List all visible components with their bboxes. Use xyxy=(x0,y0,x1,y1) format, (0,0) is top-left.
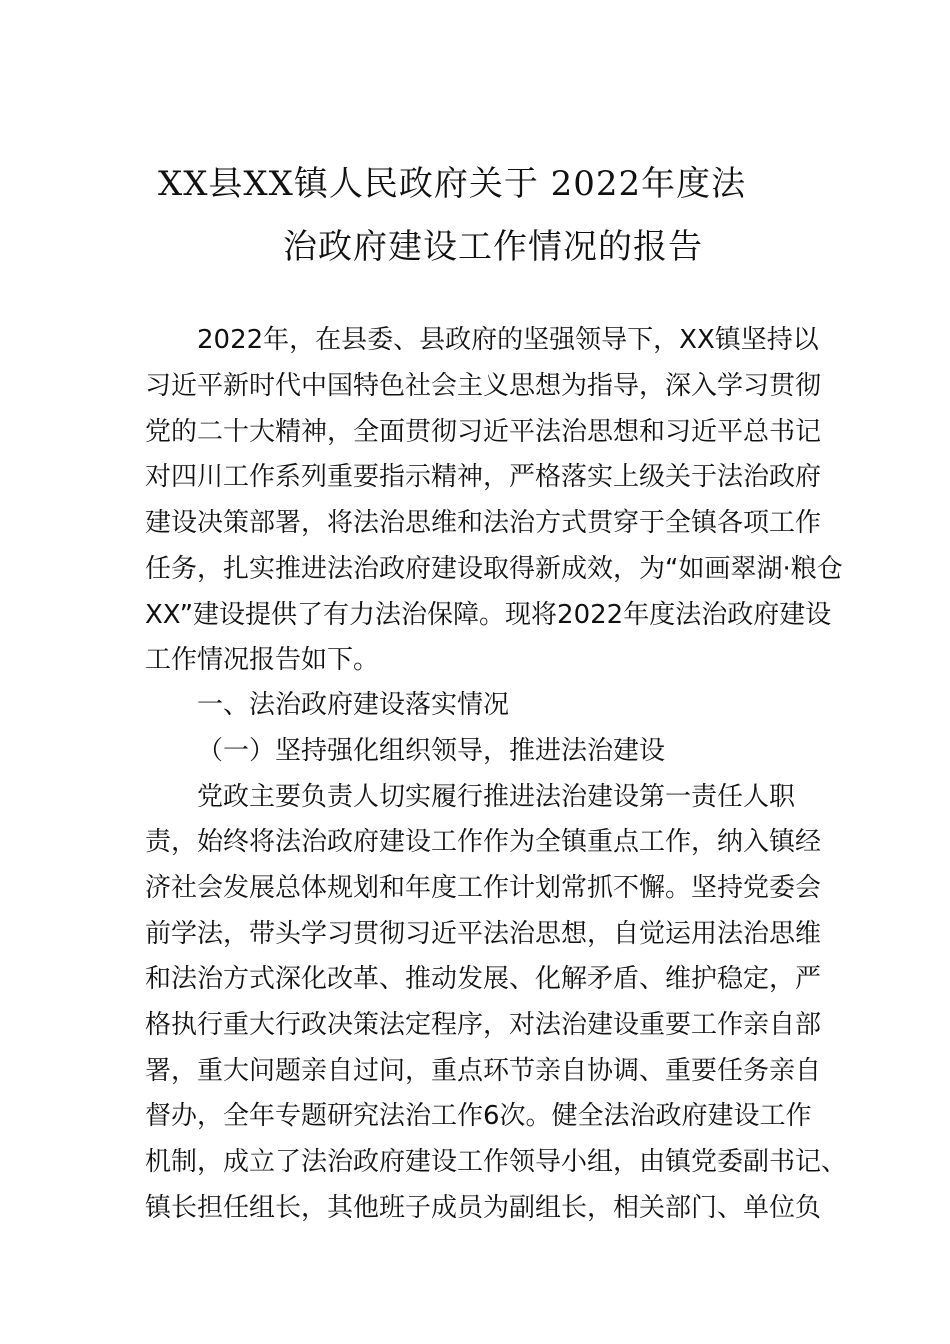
paragraph-2-line-9: 机制，成立了法治政府建设工作领导小组，由镇党委副书记、 xyxy=(145,1147,848,1177)
document-title-line-1: XX县XX镇人民政府关于 2022年度法 xyxy=(158,164,747,204)
document-title-line-2: 治政府建设工作情况的报告 xyxy=(283,227,703,267)
paragraph-2-line-10: 镇长担任组长，其他班子成员为副组长，相关部门、单位负 xyxy=(145,1193,822,1223)
section-heading-1: 一、法治政府建设落实情况 xyxy=(197,690,510,720)
paragraph-2-line-8: 督办，全年专题研究法治工作6次。健全法治政府建设工作 xyxy=(145,1101,812,1131)
paragraph-1-line-7: XX”建设提供了有力法治保障。现将2022年度法治政府建设 xyxy=(145,600,832,630)
section-heading-1-1: （一）坚持强化组织领导，推进法治建设 xyxy=(197,736,666,766)
paragraph-1-line-5: 建设决策部署，将法治思维和法治方式贯穿于全镇各项工作 xyxy=(145,508,822,538)
paragraph-1-line-8: 工作情况报告如下。 xyxy=(145,645,380,675)
paragraph-1-line-6: 任务，扎实推进法治政府建设取得新成效，为“如画翠湖·粮仓 xyxy=(145,554,843,584)
paragraph-1-line-3: 党的二十大精神，全面贯彻习近平法治思想和习近平总书记 xyxy=(145,417,822,447)
paragraph-2-line-5: 和法治方式深化改革、推动发展、化解矛盾、维护稳定，严 xyxy=(145,964,822,994)
paragraph-1-line-1: 2022年，在县委、县政府的坚强领导下，XX镇坚持以 xyxy=(197,325,819,355)
paragraph-2-line-7: 署，重大问题亲自过问，重点环节亲自协调、重要任务亲自 xyxy=(145,1056,822,1086)
paragraph-2-line-1: 党政主要负责人切实履行推进法治建设第一责任人职 xyxy=(197,782,796,812)
paragraph-1-line-4: 对四川工作系列重要指示精神，严格落实上级关于法治政府 xyxy=(145,462,822,492)
paragraph-1-line-2: 习近平新时代中国特色社会主义思想为指导，深入学习贯彻 xyxy=(145,371,822,401)
paragraph-2-line-3: 济社会发展总体规划和年度工作计划常抓不懈。坚持党委会 xyxy=(145,873,822,903)
paragraph-2-line-2: 责，始终将法治政府建设工作作为全镇重点工作，纳入镇经 xyxy=(145,827,822,857)
paragraph-2-line-6: 格执行重大行政决策法定程序，对法治建设重要工作亲自部 xyxy=(145,1010,822,1040)
paragraph-2-line-4: 前学法，带头学习贯彻习近平法治思想，自觉运用法治思维 xyxy=(145,919,822,949)
